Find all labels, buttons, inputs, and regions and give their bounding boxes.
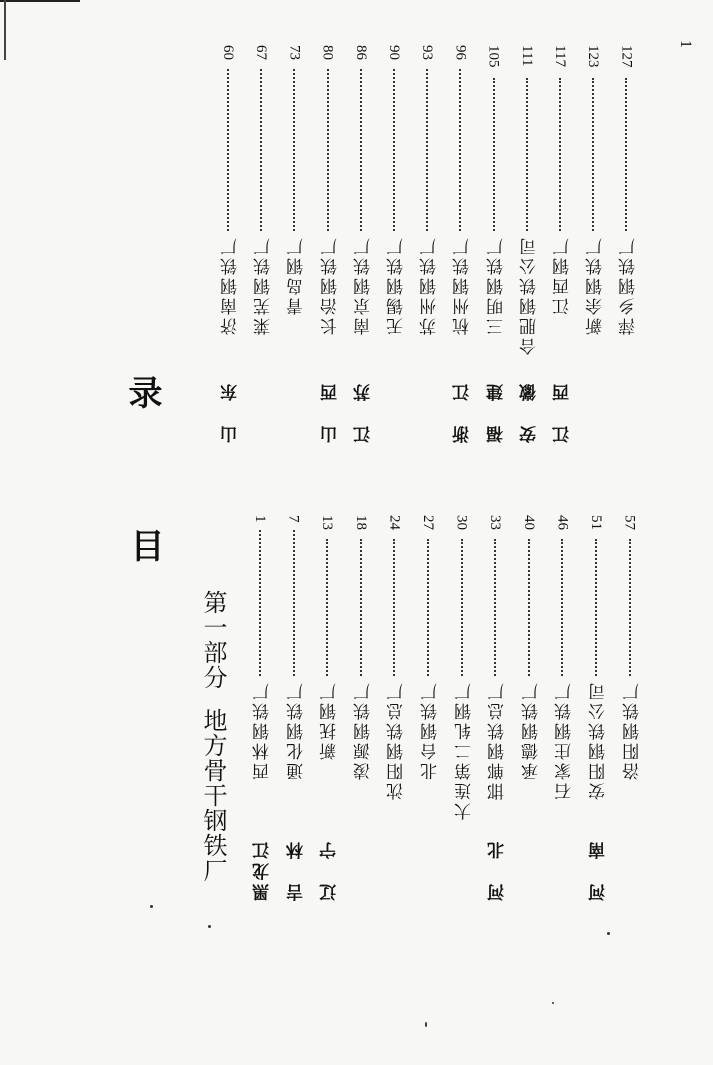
toc-page-number: 7 xyxy=(285,515,302,523)
toc-leader-dots xyxy=(494,539,496,676)
toc-province: 山 西 xyxy=(320,380,341,443)
toc-leader-dots xyxy=(493,78,495,231)
scan-edge-line xyxy=(4,0,6,60)
toc-leader-dots xyxy=(327,69,329,231)
toc-entry-name[interactable]: 莱芜钢铁厂 xyxy=(254,235,275,335)
toc-leader-dots xyxy=(526,78,528,231)
toc-leader-dots xyxy=(461,539,463,676)
toc-entry-name[interactable]: 长治钢铁厂 xyxy=(320,235,341,335)
toc-page-number: 13 xyxy=(319,515,336,530)
toc-page-number: 30 xyxy=(453,515,470,530)
toc-leader-dots xyxy=(528,539,530,676)
toc-leader-dots xyxy=(393,539,395,676)
scan-edge-line xyxy=(0,0,80,2)
toc-entry-name[interactable]: 安阳钢铁公司 xyxy=(589,680,609,800)
toc-page-number: 123 xyxy=(585,45,602,68)
toc-leader-dots xyxy=(360,69,362,231)
toc-entry-name[interactable]: 北台钢铁厂 xyxy=(421,680,441,780)
toc-leader-dots xyxy=(360,539,362,676)
toc-leader-dots xyxy=(293,69,295,231)
toc-province: 浙 江 xyxy=(453,380,474,443)
toc-page-number: 80 xyxy=(319,45,336,60)
toc-leader-dots xyxy=(259,530,261,676)
toc-entry-name[interactable]: 沈阳钢铁总厂 xyxy=(387,680,408,800)
toc-entry-name[interactable]: 苏州钢铁厂 xyxy=(420,235,441,335)
toc-entry-name[interactable]: 新余钢铁厂 xyxy=(586,235,607,335)
toc-page-number: 1 xyxy=(252,515,268,523)
toc-entry-name[interactable]: 新抚钢厂 xyxy=(320,680,341,760)
toc-page-number: 86 xyxy=(352,45,369,60)
toc-entry-name[interactable]: 济南钢铁厂 xyxy=(221,235,241,335)
scan-speck xyxy=(425,1022,427,1027)
toc-page-number: 93 xyxy=(419,45,436,60)
toc-entry-name[interactable]: 南京钢铁厂 xyxy=(353,235,374,335)
toc-province: 黑龙江 xyxy=(253,838,273,901)
toc-province: 江 西 xyxy=(553,380,573,443)
toc-page-number: 67 xyxy=(253,45,270,60)
toc-leader-dots xyxy=(426,69,428,231)
toc-leader-dots xyxy=(592,78,594,231)
toc-leader-dots xyxy=(595,539,597,676)
toc-page-number: 18 xyxy=(352,515,369,530)
toc-entry-name[interactable]: 合肥钢铁公司 xyxy=(519,235,540,355)
toc-page-number: 60 xyxy=(220,45,236,60)
toc-page-number: 127 xyxy=(618,45,635,68)
toc-entry-name[interactable]: 承德钢铁厂 xyxy=(521,680,542,780)
toc-leader-dots xyxy=(260,69,262,231)
scan-speck xyxy=(552,1002,554,1004)
toc-page-number: 105 xyxy=(485,45,502,68)
toc-leader-dots xyxy=(561,539,563,676)
heading-lu: 录 xyxy=(122,375,162,409)
toc-leader-dots xyxy=(227,69,229,231)
toc-leader-dots xyxy=(559,78,561,231)
toc-page-number: 117 xyxy=(552,45,568,67)
toc-page-number: 96 xyxy=(452,45,469,60)
toc-leader-dots xyxy=(326,539,328,676)
toc-province: 福 建 xyxy=(486,380,507,443)
toc-page-number: 111 xyxy=(518,45,535,67)
toc-leader-dots xyxy=(427,539,429,676)
toc-province: 辽 宁 xyxy=(320,838,341,901)
toc-entry-name[interactable]: 邯郸钢铁总厂 xyxy=(488,680,509,800)
toc-page-number: 57 xyxy=(621,515,638,530)
part-title-text: 地方骨干钢铁厂 xyxy=(199,708,227,883)
scan-speck xyxy=(607,932,610,935)
toc-entry-name[interactable]: 西林钢铁厂 xyxy=(253,680,273,780)
toc-entry-name[interactable]: 通化钢铁厂 xyxy=(286,680,307,780)
toc-page-number: 40 xyxy=(520,515,537,530)
toc-entry-name[interactable]: 大连第二轧钢厂 xyxy=(454,680,475,820)
toc-entry-name[interactable]: 杭州钢铁厂 xyxy=(453,235,474,335)
toc-page-number: 46 xyxy=(554,515,571,530)
part-title xyxy=(196,590,231,883)
toc-entry-name[interactable]: 青岛钢厂 xyxy=(287,235,308,315)
toc-leader-dots xyxy=(293,530,295,676)
toc-entry-name[interactable]: 石家庄钢铁厂 xyxy=(555,680,576,800)
scan-speck xyxy=(208,925,211,928)
toc-province: 江 苏 xyxy=(353,380,374,443)
toc-page-number: 27 xyxy=(420,515,436,530)
toc-entry-name[interactable]: 凌源钢铁厂 xyxy=(353,680,374,780)
toc-leader-dots xyxy=(393,69,395,231)
toc-leader-dots xyxy=(625,78,627,231)
heading-mu: 目 xyxy=(124,528,164,562)
scan-speck xyxy=(150,905,153,908)
toc-page-number: 73 xyxy=(286,45,303,60)
toc-province: 安 徽 xyxy=(519,380,540,443)
toc-entry-name[interactable]: 萍乡钢铁厂 xyxy=(619,235,640,335)
toc-province: 山 东 xyxy=(221,380,241,443)
toc-province: 河 北 xyxy=(488,838,509,901)
toc-leader-dots xyxy=(459,69,461,231)
toc-page-number: 33 xyxy=(487,515,504,530)
toc-page-number: 90 xyxy=(386,45,402,60)
toc-entry-name[interactable]: 三明钢铁厂 xyxy=(486,235,507,335)
page-folio: 1 xyxy=(677,40,694,48)
part-title-number: 第一部分 xyxy=(199,590,227,690)
toc-province: 河 南 xyxy=(589,838,609,901)
toc-page-number: 24 xyxy=(386,515,403,530)
toc-entry-name[interactable]: 洛阳钢铁厂 xyxy=(622,680,643,780)
toc-entry-name[interactable]: 无锡钢铁厂 xyxy=(387,235,407,335)
toc-province: 吉 林 xyxy=(286,838,307,901)
toc-leader-dots xyxy=(629,539,631,676)
toc-page-number: 51 xyxy=(588,515,604,530)
toc-entry-name[interactable]: 江西钢厂 xyxy=(553,235,573,315)
